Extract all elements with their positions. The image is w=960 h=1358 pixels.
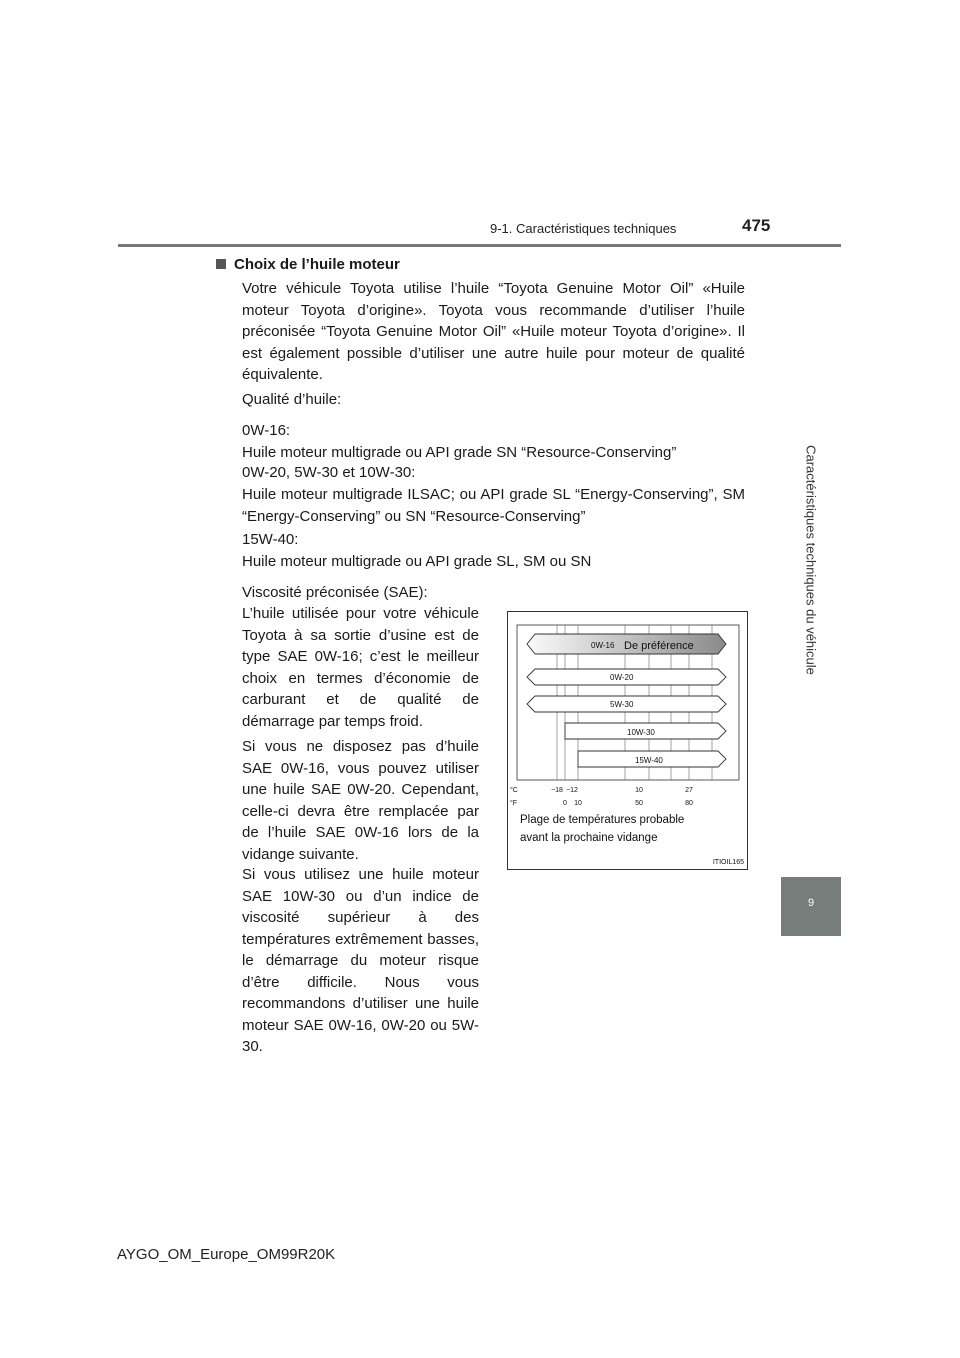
grade-2-description: Huile moteur multigrade ILSAC; ou API grade SL “Energy-Conserving”, SM “Energy-Conserving” ou SN “Resource-Conserving” bbox=[242, 486, 745, 525]
caption-line-2: avant la prochaine vidange bbox=[520, 832, 658, 844]
viscosity-label: Viscosité préconisée (SAE): bbox=[242, 584, 428, 601]
paragraph-alternative-oil: Si vous ne disposez pas d’huile SAE 0W-16, vous pouvez utiliser une huile SAE 0W-20. Cependant, celle-ci devra être remplacée par de l’huile SAE 0W-16 lors de la vidange suivante. bbox=[242, 738, 479, 863]
header-rule bbox=[118, 244, 841, 247]
grade-1-description: Huile moteur multigrade ou API grade SN “Resource-Conserving” bbox=[242, 444, 677, 461]
grade-3-description: Huile moteur multigrade ou API grade SL, SM ou SN bbox=[242, 553, 592, 570]
paragraph-cold-start: Si vous utilisez une huile moteur SAE 10W-30 ou d’un indice de viscosité supérieur à des températures extrêmement basses, le démarrage du moteur risque d’être difficile. Nous vous recommandons d’utiliser une huile moteur SAE 0W-16, 0W-20 ou 5W-30. bbox=[242, 866, 479, 1055]
celsius-unit: °C bbox=[510, 787, 518, 794]
chapter-tab bbox=[781, 877, 841, 936]
footer-doc-code: AYGO_OM_Europe_OM99R20K bbox=[117, 1246, 336, 1263]
side-chapter-title bbox=[781, 250, 841, 870]
band-label-0w-20: 0W-20 bbox=[610, 673, 634, 682]
figure-code: ITIOIL165 bbox=[712, 859, 744, 866]
side-chapter-label: Caractéristiques techniques du véhicule bbox=[803, 445, 819, 675]
caption-line-1: Plage de températures probable bbox=[520, 814, 685, 826]
fahrenheit-tick-80: 80 bbox=[685, 800, 693, 807]
grade-2-name: 0W-20, 5W-30 et 10W-30: bbox=[242, 464, 416, 481]
grade-3-name: 15W-40: bbox=[242, 531, 299, 548]
band-label-preferred: De préférence bbox=[624, 640, 694, 652]
quality-label: Qualité d’huile: bbox=[242, 391, 342, 408]
celsius-tick-27: 27 bbox=[685, 787, 693, 794]
band-label-15w-40: 15W-40 bbox=[635, 756, 663, 765]
viscosity-temperature-figure bbox=[507, 611, 748, 870]
band-label-0w-16: 0W-16 bbox=[591, 641, 615, 650]
fahrenheit-unit: °F bbox=[510, 800, 518, 807]
fahrenheit-tick-50: 50 bbox=[635, 800, 643, 807]
paragraph-factory-oil: L’huile utilisée pour votre véhicule Toyota à sa sortie d’usine est de type SAE 0W-16; c’est le meilleur choix en termes d’économie de carburant et de qualité de démarrage par temps froid. bbox=[242, 605, 479, 730]
square-bullet-icon bbox=[216, 259, 226, 269]
heading-text: Choix de l’huile moteur bbox=[234, 256, 400, 273]
band-label-10w-30: 10W-30 bbox=[627, 728, 655, 737]
fahrenheit-tick-10: 10 bbox=[574, 800, 582, 807]
page-number: 475 bbox=[742, 216, 771, 235]
section-title: 9-1. Caractéristiques techniques bbox=[490, 221, 677, 236]
celsius-tick-10: 10 bbox=[635, 787, 643, 794]
intro-paragraph: Votre véhicule Toyota utilise l’huile “Toyota Genuine Motor Oil” «Huile moteur Toyota d’origine». Toyota vous recommande d’utiliser l’huile préconisée “Toyota Genuine Motor Oil” «Huile moteur Toyota d’origine». Il est également possible d’utiliser une autre huile pour moteur de qualité équivalente. bbox=[242, 280, 745, 383]
section-heading bbox=[216, 256, 400, 273]
fahrenheit-tick-0: 0 bbox=[563, 800, 567, 807]
grade-1-name: 0W-16: bbox=[242, 422, 291, 439]
celsius-tick-minus-18: −18 bbox=[551, 787, 563, 794]
band-label-5w-30: 5W-30 bbox=[610, 700, 634, 709]
chapter-number: 9 bbox=[807, 897, 815, 909]
celsius-tick-minus-12: −12 bbox=[566, 787, 578, 794]
